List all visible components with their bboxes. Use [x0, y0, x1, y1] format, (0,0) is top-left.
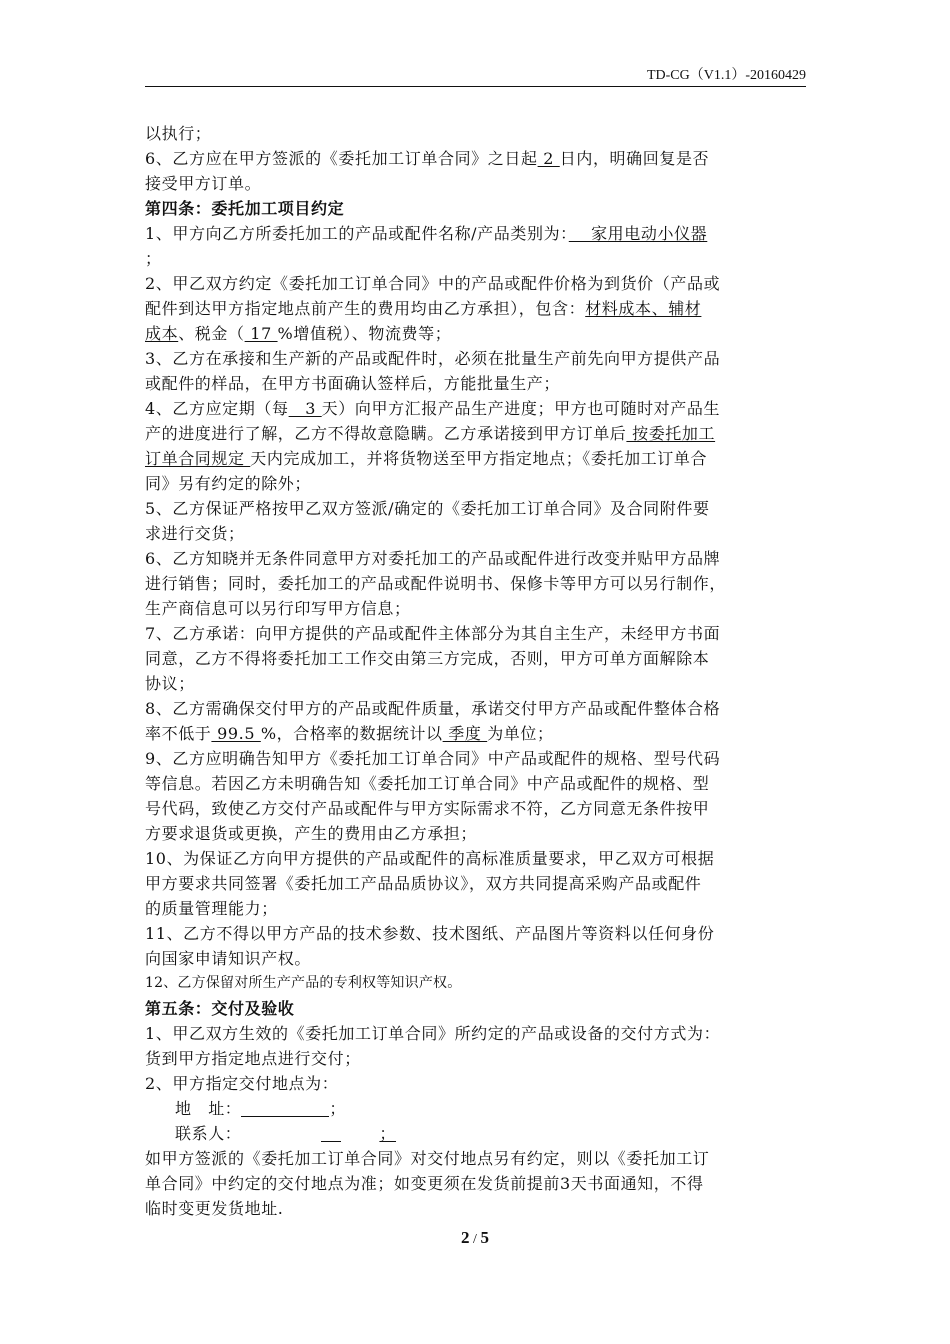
text-line: 进行销售；同时，委托加工的产品或配件说明书、保修卡等甲方可以另行制作， — [145, 574, 727, 593]
text-line: 1、甲乙双方生效的《委托加工订单合同》所约定的产品或设备的交付方式为： — [145, 1024, 721, 1043]
text-line: ； — [145, 249, 162, 268]
filled-blank: 17 — [244, 324, 278, 343]
text-line: 接受甲方订单。 — [145, 174, 262, 193]
text-line: 成本、税金（ 17 %增值税）、物流费等； — [145, 324, 452, 343]
text-line: 如甲方签派的《委托加工订单合同》对交付地点另有约定，则以《委托加工订 — [145, 1149, 710, 1168]
text-line: 11、乙方不得以甲方产品的技术参数、技术图纸、产品图片等资料以任何身份 — [145, 924, 715, 943]
text-line: 货到甲方指定地点进行交付； — [145, 1049, 361, 1068]
text-line: 协议； — [145, 674, 195, 693]
text-line: 同意，乙方不得将委托加工工作交由第三方完成，否则，甲方可单方面解除本 — [145, 649, 710, 668]
filled-blank: ； — [379, 1124, 397, 1143]
text-line: 的质量管理能力； — [145, 899, 278, 918]
section-heading: 第五条：交付及验收 — [145, 999, 295, 1018]
address-blank — [241, 1100, 329, 1117]
document-body — [145, 121, 810, 1221]
text-line: 5、乙方保证严格按甲乙双方签派/确定的《委托加工订单合同》及合同附件要 — [145, 499, 710, 518]
text-line: 2、甲乙双方约定《委托加工订单合同》中的产品或配件价格为到货价（产品或 — [145, 274, 721, 293]
text-line: 求进行交货； — [145, 524, 245, 543]
filled-blank: 99.5 — [211, 724, 261, 743]
text-line: 等信息。若因乙方未明确告知《委托加工订单合同》中产品或配件的规格、型 — [145, 774, 710, 793]
text-line: 或配件的样品，在甲方书面确认签样后，方能批量生产； — [145, 374, 561, 393]
filled-blank: 3 — [288, 399, 322, 418]
text-line: 2、甲方指定交付地点为： — [145, 1074, 339, 1093]
text-line: 号代码，致使乙方交付产品或配件与甲方实际需求不符，乙方同意无条件按甲 — [145, 799, 710, 818]
contact-blank — [321, 1125, 341, 1142]
filled-blank: 家用电动小仪器 — [568, 224, 708, 243]
text-line: 产的进度进行了解，乙方不得故意隐瞒。乙方承诺接到甲方订单后 按委托加工 — [145, 424, 716, 443]
text-line: 以执行； — [145, 124, 212, 143]
filled-blank: 材料成本、辅材 — [585, 299, 702, 318]
address-line: 地 址： ； — [175, 1099, 347, 1118]
filled-blank: 订单合同规定 — [145, 449, 251, 468]
page-number: 2 / 5 — [461, 1228, 489, 1247]
filled-blank: 按委托加工 — [626, 424, 716, 443]
text-line: 4、乙方应定期（每 3 天）向甲方汇报产品生产进度；甲方也可随时对产品生 — [145, 399, 721, 418]
filled-blank: 季度 — [442, 724, 488, 743]
text-line: 向国家申请知识产权。 — [145, 949, 312, 968]
text-line: 1、甲方向乙方所委托加工的产品或配件名称/产品类别为： 家用电动小仪器 — [145, 224, 708, 243]
text-line: 同》另有约定的除外； — [145, 474, 312, 493]
text-line: 9、乙方应明确告知甲方《委托加工订单合同》中产品或配件的规格、型号代码 — [145, 749, 721, 768]
text-line: 单合同》中约定的交付地点为准；如变更须在发货前提前3天书面通知，不得 — [145, 1174, 704, 1193]
text-line: 6、乙方应在甲方签派的《委托加工订单合同》之日起 2 日内，明确回复是否 — [145, 149, 710, 168]
header-rule — [145, 86, 806, 87]
text-line: 生产商信息可以另行印写甲方信息； — [145, 599, 411, 618]
text-line: 6、乙方知晓并无条件同意甲方对委托加工的产品或配件进行改变并贴甲方品牌 — [145, 549, 721, 568]
text-line: 订单合同规定 天内完成加工，并将货物送至甲方指定地点；《委托加工订单合 — [145, 449, 708, 468]
text-line: 7、乙方承诺：向甲方提供的产品或配件主体部分为其自主生产，未经甲方书面 — [145, 624, 721, 643]
text-line: 3、乙方在承接和生产新的产品或配件时，必须在批量生产前先向甲方提供产品 — [145, 349, 721, 368]
section-heading: 第四条：委托加工项目约定 — [145, 199, 345, 218]
text-line: 10、为保证乙方向甲方提供的产品或配件的高标准质量要求，甲乙双方可根据 — [145, 849, 715, 868]
text-line: 配件到达甲方指定地点前产生的费用均由乙方承担），包含：材料成本、辅材 — [145, 299, 702, 318]
filled-blank: 成本 — [145, 324, 179, 343]
text-line: 8、乙方需确保交付甲方的产品或配件质量，承诺交付甲方产品或配件整体合格 — [145, 699, 721, 718]
text-line: 12、乙方保留对所生产产品的专利权等知识产权。 — [145, 975, 462, 991]
document-code: TD-CG（V1.1）-20160429 — [646, 68, 806, 83]
filled-blank: 2 — [537, 149, 560, 168]
text-line: 方要求退货或更换，产生的费用由乙方承担； — [145, 824, 478, 843]
text-line: 甲方要求共同签署《委托加工产品品质协议》，双方共同提高采购产品或配件 — [145, 874, 702, 893]
text-line: 率不低于 99.5 %，合格率的数据统计以 季度 为单位； — [145, 724, 554, 743]
contact-line: 联系人： ； — [175, 1124, 397, 1143]
text-line: 临时变更发货地址. — [145, 1199, 284, 1218]
